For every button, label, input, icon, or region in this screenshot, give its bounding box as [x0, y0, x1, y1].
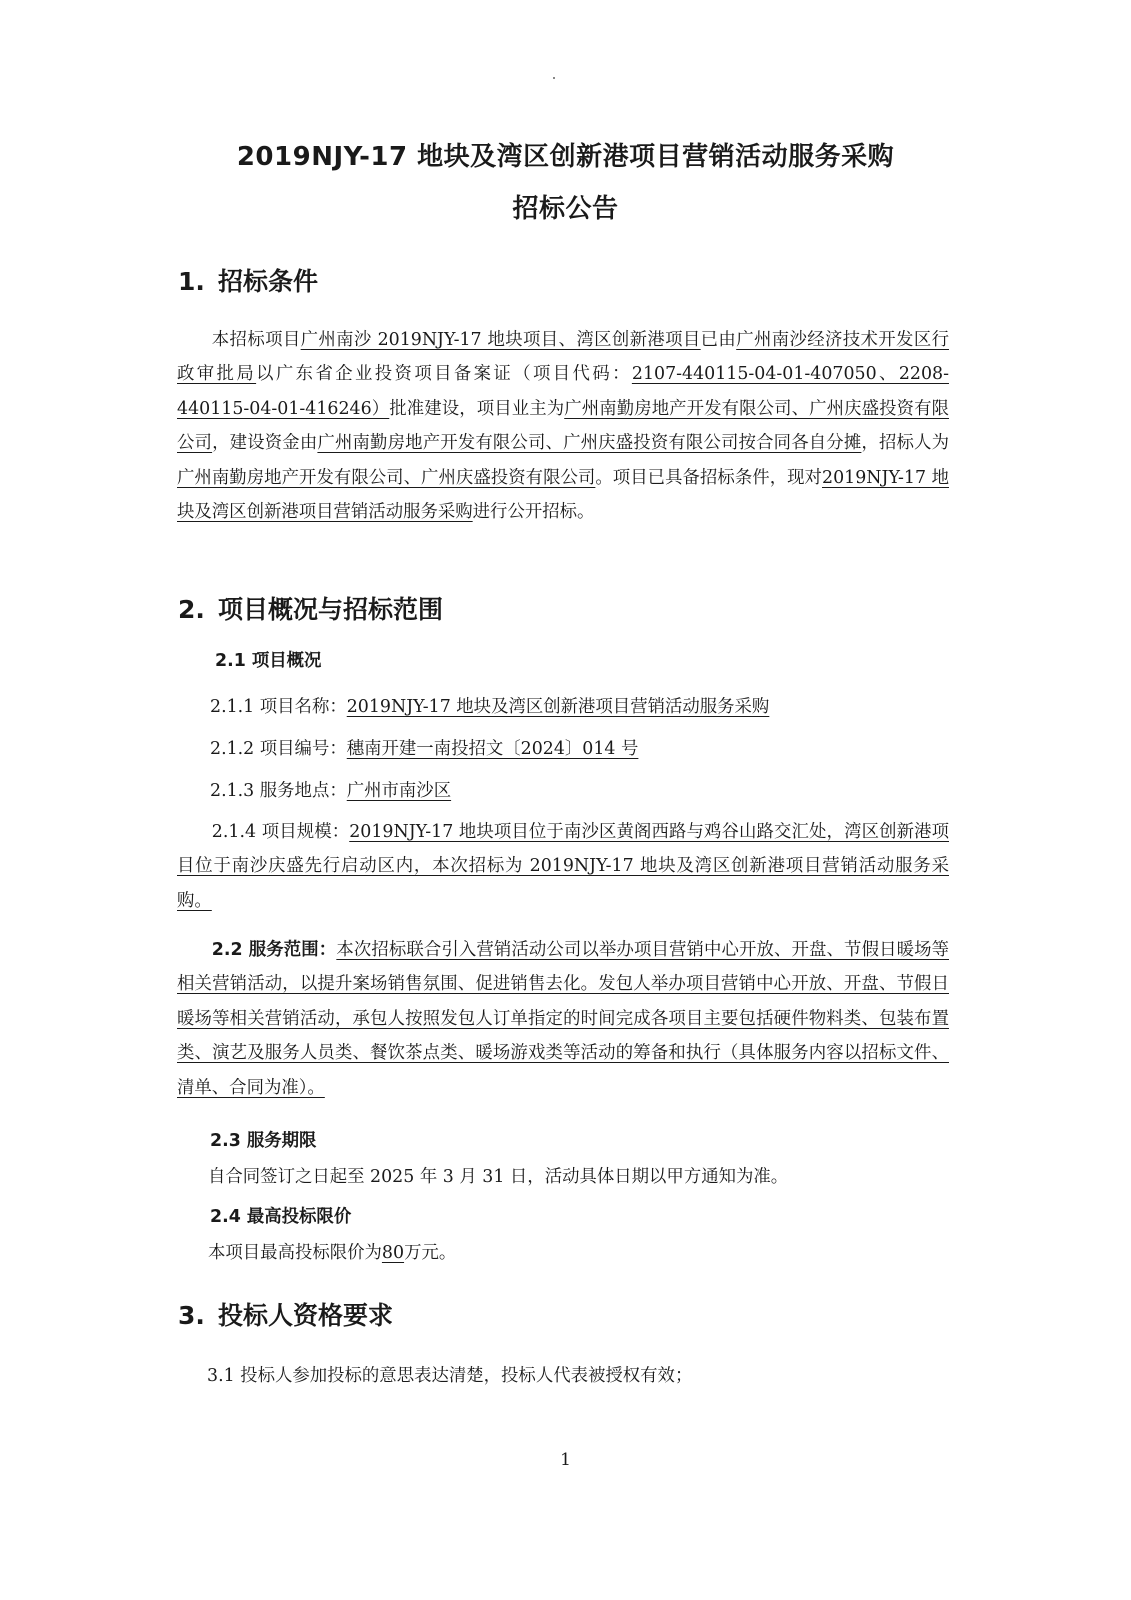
subsection-2-3-heading: 2.3 服务期限 [210, 1131, 317, 1151]
item-2-1-2 [210, 734, 638, 759]
item-value: 广州市南沙区 [346, 781, 452, 801]
filled-field: 广州南勤房地产开发有限公司、广州庆盛投资有限公司 [177, 467, 596, 488]
section-number: 1. [178, 267, 205, 296]
subsection-2-4-heading: 2.4 最高投标限价 [210, 1207, 352, 1227]
item-value: 穗南开建一南投招文〔2024〕014 号 [346, 739, 639, 759]
item-2-1-1 [210, 692, 769, 717]
subsection-2-1-heading: 2.1 项目概况 [215, 651, 322, 671]
item-2-1-3 [210, 776, 451, 801]
scan-speck [553, 77, 555, 79]
item-value: 2019NJY-17 地块及湾区创新港项目营销活动服务采购 [346, 697, 770, 717]
section-title: 招标条件 [218, 267, 319, 296]
subsection-2-2-value: 本次招标联合引入营销活动公司以举办项目营销中心开放、开盘、节假日暖场等相关营销活动，以提升案场销售氛围、促进销售去化。发包人举办项目营销中心开放、开盘、节假日暖场等相关营销活动，承包人按照发包人订单指定的时间完成各项目主要包括硬件物料类、包装布置类、演艺及服务人员类、餐饮茶点类、暖场游戏类等活动的筹备和执行（具体服务内容以招标文件、清单、合同为准）。 [177, 940, 949, 1098]
section-1-heading [178, 262, 318, 298]
paragraph-text: 本招标项目 [211, 330, 301, 350]
item-label: 2.1.2 项目编号： [210, 739, 347, 759]
price-value: 80 [381, 1243, 405, 1263]
filled-field: 广州南沙 2019NJY-17 地块项目、湾区创新港项目 [300, 330, 701, 350]
paragraph-text: 进行公开招标。 [472, 502, 595, 523]
item-value: 2019NJY-17 地块项目位于南沙区黄阁西路与鸡谷山路交汇处，湾区创新港项目位于南沙庆盛先行启动区内，本次招标为 2019NJY-17 地块及湾区创新港项目营销活动服务采购。 [177, 822, 949, 911]
paragraph-text: ，招标人为 [861, 433, 949, 454]
subsection-2-2-label: 2.2 服务范围： [211, 940, 337, 960]
item-3-1: 3.1 投标人参加投标的意思表达清楚，投标人代表被授权有效； [207, 1366, 693, 1386]
filled-field: 广州南勤房地产开发有限公司、广州庆盛投资有限公司按合同各自分摊 [317, 433, 862, 454]
item-label: 2.1.4 项目规模： [211, 822, 350, 842]
subsection-2-4-text [208, 1238, 456, 1263]
price-prefix: 本项目最高投标限价为 [208, 1243, 382, 1263]
item-label: 2.1.3 服务地点： [210, 781, 347, 801]
subsection-2-3-text: 自合同签订之日起至 2025 年 3 月 31 日，活动具体日期以甲方通知为准。 [208, 1167, 789, 1187]
document-title: 2019NJY-17 地块及湾区创新港项目营销活动服务采购 [236, 142, 895, 172]
paragraph-text: 以广东省企业投资项目备案证（项目代码： [256, 364, 632, 385]
paragraph-text: 批准建设，项目业主为 [389, 398, 565, 419]
document-subtitle: 招标公告 [512, 194, 619, 224]
item-label: 2.1.1 项目名称： [210, 697, 347, 717]
section-number: 3. [178, 1301, 205, 1330]
section-title: 投标人资格要求 [218, 1301, 394, 1330]
price-suffix: 万元。 [404, 1243, 457, 1263]
filled-field: 2019NJY-17 地块及湾区创新港项目营销活动服务采购 [177, 467, 949, 523]
filled-field: 2107-440115-04-01-407050、2208-440115-04-01-416246） [177, 364, 949, 419]
item-2-1-4 [177, 815, 949, 918]
subsection-2-2 [177, 933, 949, 1105]
section-title: 项目概况与招标范围 [218, 595, 444, 624]
section-2-heading [178, 590, 443, 626]
paragraph-text: 已由 [700, 330, 737, 350]
filled-field: 广州南沙经济技术开发区行政审批局 [177, 330, 949, 385]
page-number: 1 [560, 1450, 571, 1470]
section-1-paragraph [177, 323, 949, 529]
paragraph-text: 。项目已具备招标条件，现对 [595, 467, 822, 488]
filled-field: 广州南勤房地产开发有限公司、广州庆盛投资有限公司 [177, 398, 949, 454]
section-3-heading [178, 1296, 393, 1332]
paragraph-text: ，建设资金由 [212, 433, 318, 454]
section-number: 2. [178, 595, 205, 624]
